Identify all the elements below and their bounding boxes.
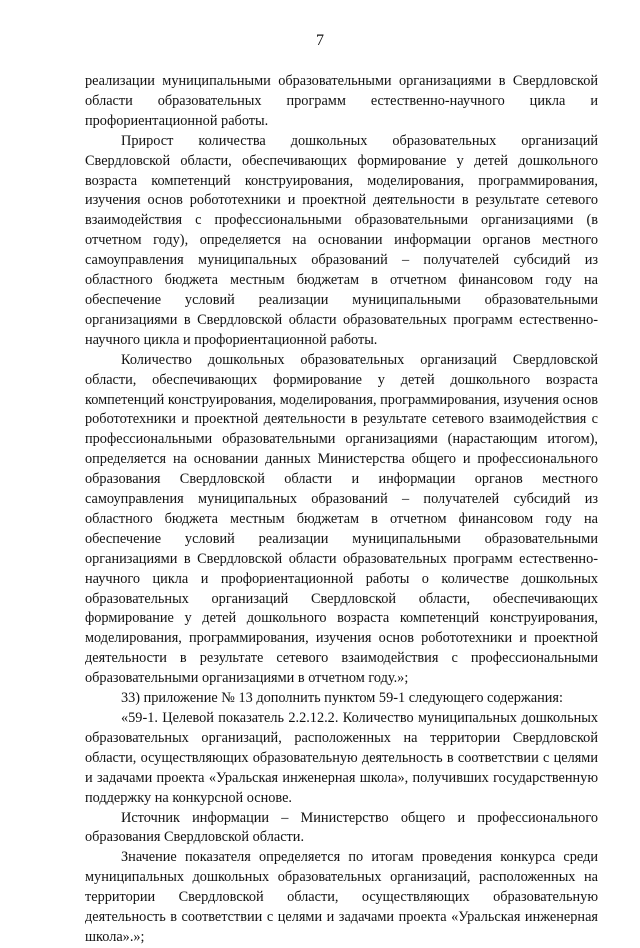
paragraph-info-source: Источник информации – Министерство общего и профессионального образования Свердловской области. — [85, 809, 598, 846]
page-number: 7 — [316, 32, 324, 49]
paragraph-indicator-value: Значение показателя определяется по итогам проведения конкурса среди муниципальных дошкольных образовательных организаций, расположенных на территории Свердловской области, осуществляющих образовательную деятельность в соответствии с целями и задачами проекта «Уральская инженерная школа».»; — [85, 849, 598, 945]
paragraph-growth-indicator: Прирост количества дошкольных образовательных организаций Свердловской области, обеспечивающих формирование у детей дошкольного возраста компетенций конструирования, моделирования, программирования, изучения основ робототехники и проектной деятельности в результате сетевого взаимодействия с профессиональными образовательными организациями (в отчетном году), определяется на основании информации органов местного самоуправления муниципальных образований – получателей субсидий из областного бюджета местным бюджетам в отчетном финансовом году на обеспечение условий реализации муниципальными образовательными организациями в Свердловской области образовательных программ естественно-научного цикла и профориентационной работы. — [85, 132, 598, 348]
paragraph-continuation: реализации муниципальными образовательными организациями в Свердловской области образовательных программ естественно-научного цикла и профориентационной работы. — [85, 73, 598, 129]
paragraph-item-59-1: «59-1. Целевой показатель 2.2.12.2. Количество муниципальных дошкольных образовательных организаций, расположенных на территории Свердловской области, осуществляющих образовательную деятельность в соответствии с целями и задачами проекта «Уральская инженерная школа», получивших государственную поддержку на конкурсной основе. — [85, 710, 598, 806]
paragraph-item-33: 33) приложение № 13 дополнить пунктом 59-1 следующего содержания: — [121, 690, 563, 707]
document-body — [85, 72, 598, 948]
paragraph-count-indicator: Количество дошкольных образовательных организаций Свердловской области, обеспечивающих формирование у детей дошкольного возраста компетенций конструирования, моделирования, программирования, изучения основ робототехники и проектной деятельности в результате сетевого взаимодействия с профессиональными образовательными организациями (нарастающим итогом), определяется на основании данных Министерства общего и профессионального образования Свердловской области и информации органов местного самоуправления муниципальных образований – получателей субсидий из областного бюджета местным бюджетам в отчетном финансовом году на обеспечение условий реализации муниципальными образовательными организациями в Свердловской области образовательных программ естественно-научного цикла и профориентационной работы о количестве дошкольных образовательных организаций Свердловской области, обеспечивающих формирование у детей дошкольного возраста компетенций конструирования, моделирования, программирования, изучения основ робототехники и проектной деятельности в результате сетевого взаимодействия с профессиональными образовательными организациями в отчетном году.»; — [85, 351, 598, 687]
